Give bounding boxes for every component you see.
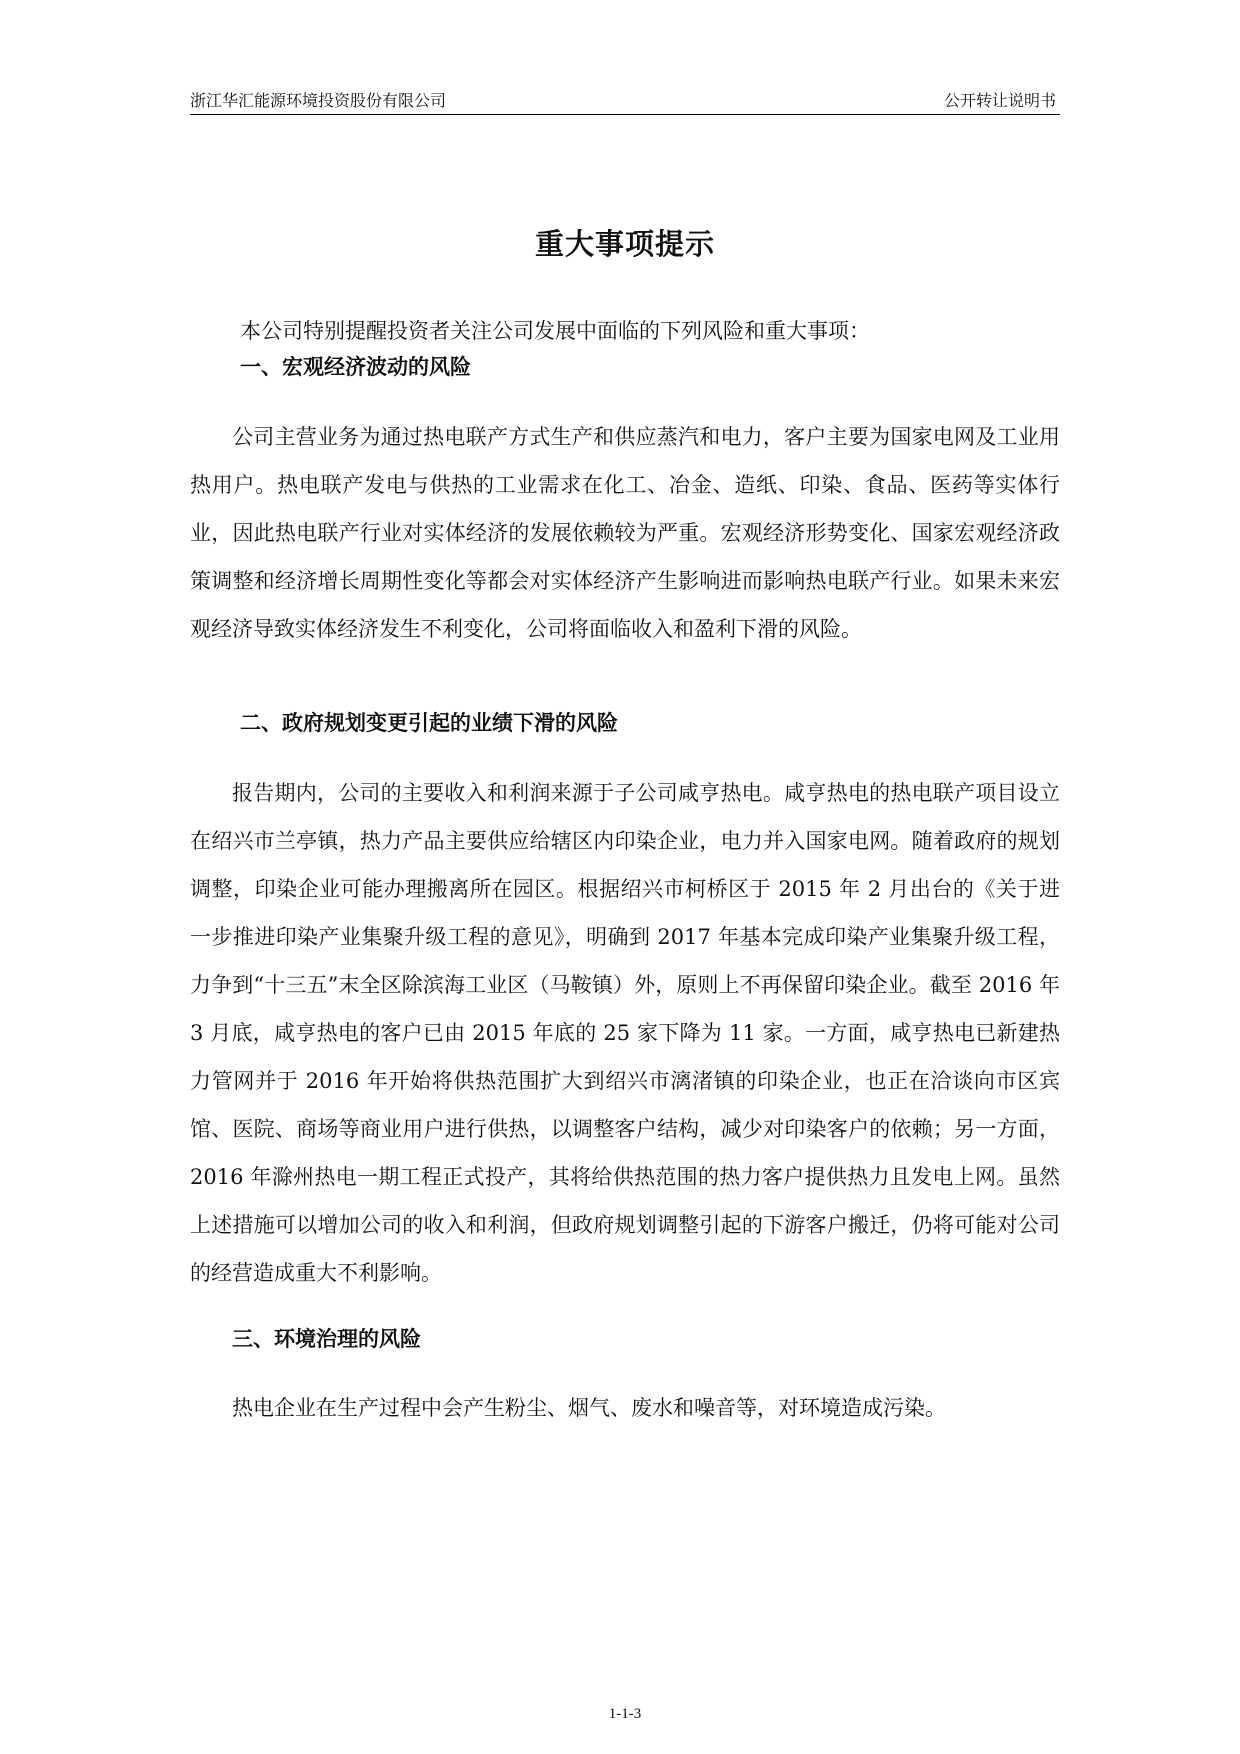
- section-body-policy-risk: 报告期内，公司的主要收入和利润来源于子公司咸亨热电。咸亨热电的热电联产项目设立在绍兴市兰亭镇，热力产品主要供应给辖区内印染企业，电力并入国家电网。随着政府的规划调整，印染企业可能办理搬离所在园区。根据绍兴市柯桥区于 2015 年 2 月出台的《关于进一步推进印染产业集聚升级工程的意见》，明确到 2017 年基本完成印染产业集聚升级工程，力争到“十三五”末全区除滨海工业区（马鞍镇）外，原则上不再保留印染企业。截至 2016 年 3 月底，咸亨热电的客户已由 2015 年底的 25 家下降为 11 家。一方面，咸亨热电已新建热力管网并于 2016 年开始将供热范围扩大到绍兴市漓渚镇的印染企业，也正在洽谈向市区宾馆、医院、商场等商业用户进行供热，以调整客户结构，减少对印染客户的依赖；另一方面，2016 年滁州热电一期工程正式投产，其将给供热范围的热力客户提供热力且发电上网。虽然上述措施可以增加公司的收入和利润，但政府规划调整引起的下游客户搬迁，仍将可能对公司的经营造成重大不利影响。: [190, 781, 1060, 1285]
- section-heading-environment-risk: 三、环境治理的风险: [232, 1327, 421, 1351]
- section-body-environment-risk: 热电企业在生产过程中会产生粉尘、烟气、废水和噪音等，对环境造成污染。: [232, 1396, 946, 1420]
- section-heading-macro-risk: 一、宏观经济波动的风险: [240, 355, 471, 379]
- page-header: [190, 84, 1060, 115]
- header-company-name: 浙江华汇能源环境投资股份有限公司: [190, 91, 447, 110]
- section-heading-policy-risk: 二、政府规划变更引起的业绩下滑的风险: [240, 711, 618, 735]
- page-title: 重大事项提示: [534, 227, 715, 261]
- page-number: 1-1-3: [608, 1706, 642, 1722]
- section-body-macro-risk: 公司主营业务为通过热电联产方式生产和供应蒸汽和电力，客户主要为国家电网及工业用热用户。热电联产发电与供热的工业需求在化工、冶金、造纸、印染、食品、医药等实体行业，因此热电联产行业对实体经济的发展依赖较为严重。宏观经济形势变化、国家宏观经济政策调整和经济增长周期性变化等都会对实体经济产生影响进而影响热电联产行业。如果未来宏观经济导致实体经济发生不利变化，公司将面临收入和盈利下滑的风险。: [190, 425, 1060, 641]
- intro-paragraph: 本公司特别提醒投资者关注公司发展中面临的下列风险和重大事项：: [240, 319, 870, 343]
- header-document-type: 公开转让说明书: [943, 91, 1056, 110]
